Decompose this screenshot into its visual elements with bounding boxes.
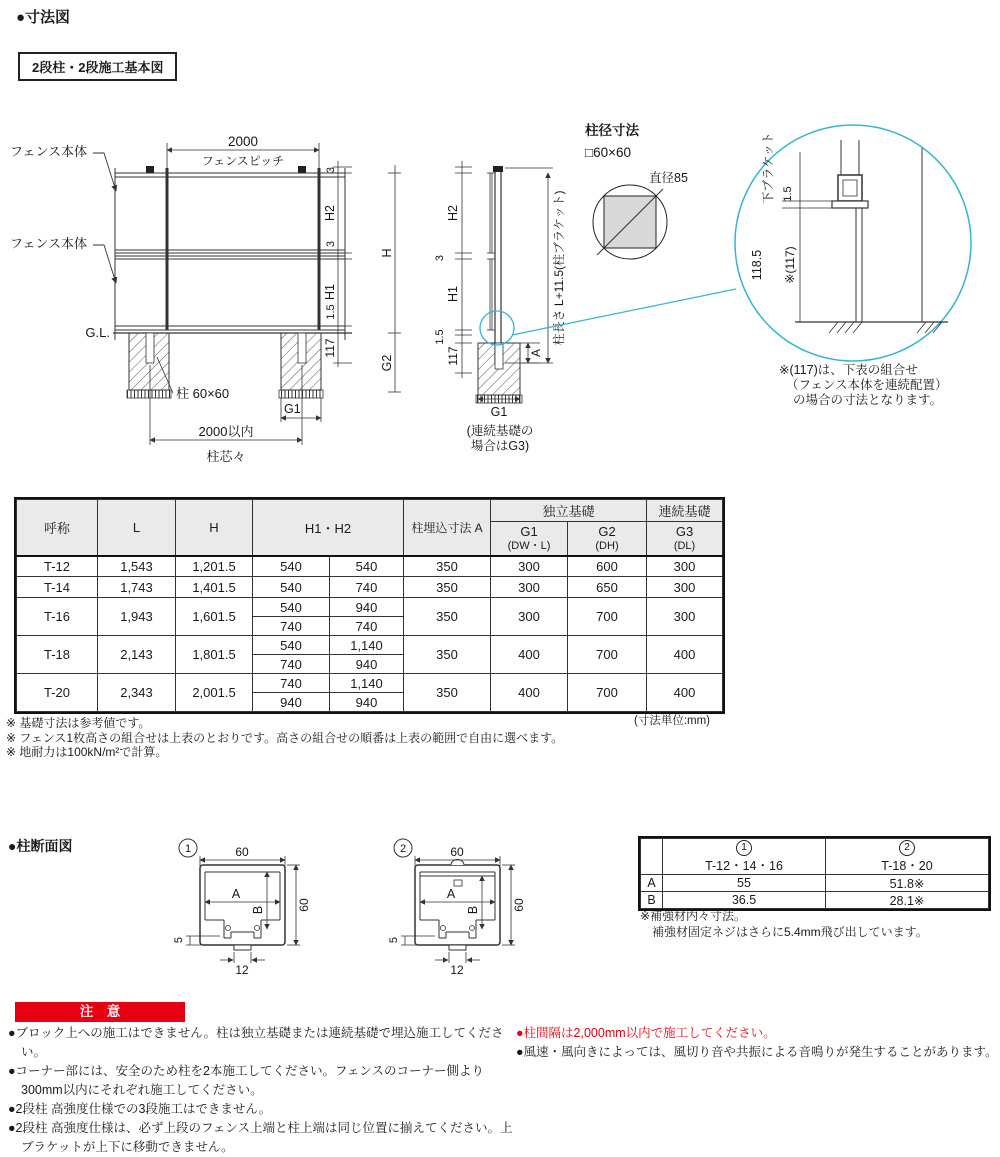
dim-3: 3 <box>325 240 337 248</box>
table-cell: 51.8※ <box>826 875 989 892</box>
dim-117: 117 <box>323 338 337 358</box>
table-cell: 1,943 <box>98 598 176 636</box>
table-cell: 1,401.5 <box>176 577 253 598</box>
corner-cell <box>641 839 663 875</box>
col-header-2 <box>826 839 989 875</box>
detail-callout-leader <box>512 289 736 335</box>
dim-h: H <box>380 248 394 258</box>
spec-table-wrap <box>14 497 725 714</box>
table-cell: 940 <box>253 693 330 712</box>
table-cell: 940 <box>330 655 404 674</box>
table-row <box>641 839 989 875</box>
dim-g1: G1 <box>284 402 301 416</box>
col-header-1-label: T-12・14・16 <box>705 859 783 873</box>
page-title: ●寸法図 <box>16 9 71 26</box>
col-header-g2 <box>568 522 647 556</box>
table-row <box>17 674 723 693</box>
gravel-base <box>127 390 171 398</box>
detail-note-line: ※(117)は、下表の組合せ <box>779 363 918 377</box>
g3-sublabel: (DL) <box>673 539 696 552</box>
dim-60: 60 <box>512 898 526 912</box>
post-dia-size: □60×60 <box>585 145 632 160</box>
col-header-name: 呼称 <box>17 500 98 556</box>
dim-3: 3 <box>434 254 446 262</box>
dim-118-5: 118.5 <box>750 249 764 281</box>
table-cell: 540 <box>330 556 404 577</box>
table-cell: 1,543 <box>98 556 176 577</box>
section-title: ●柱断面図 <box>8 838 73 854</box>
dim-a: A <box>446 887 456 901</box>
dim-1-5: 1.5 <box>434 329 446 345</box>
table-cell: 700 <box>568 674 647 712</box>
unit-note: (寸法単位:mm) <box>634 715 711 727</box>
g1-label: G1 <box>520 524 538 540</box>
drawing-type-label: 2段柱・2段施工基本図 <box>18 52 177 81</box>
table-cell: 400 <box>647 636 723 674</box>
dim-b: B <box>466 905 480 915</box>
table-cell: T-14 <box>17 577 98 598</box>
detail-note <box>779 363 948 408</box>
table-cell: 1,801.5 <box>176 636 253 674</box>
col-header-g3 <box>647 522 723 556</box>
table-cell: 940 <box>330 598 404 617</box>
table-cell: 1,201.5 <box>176 556 253 577</box>
lower-bracket-label: 下ブラケット <box>761 132 775 204</box>
table-cell: 540 <box>253 556 330 577</box>
table-cell: 1,140 <box>330 636 404 655</box>
table-cell: 1,743 <box>98 577 176 598</box>
dia-85-label: 直径85 <box>649 171 688 185</box>
table-row <box>17 577 723 598</box>
dim-60: 60 <box>450 845 464 859</box>
row-header-b: B <box>641 892 663 909</box>
dim-117: 117 <box>446 346 460 366</box>
col-header-h1h2: H1・H2 <box>253 500 404 556</box>
table-cell: 55 <box>663 875 826 892</box>
table-cell: 300 <box>491 556 568 577</box>
caution-item: ●風速・風向きによっては、風切り音や共振による音鳴りが発生することがあります。 <box>516 1045 998 1059</box>
table-cell: 2,343 <box>98 674 176 712</box>
g3-note: 場合はG3) <box>470 439 530 453</box>
caution-item-red: ●柱間隔は2,000mm以内で施工してください。 <box>516 1026 776 1040</box>
circled-number-1: 1 <box>184 843 192 855</box>
table-cell: 350 <box>404 636 491 674</box>
dim-5: 5 <box>388 936 400 944</box>
dim-h1: H1 <box>446 286 460 302</box>
table-cell: 940 <box>330 693 404 712</box>
bracket-body <box>838 175 862 201</box>
dim-h1: H1 <box>323 284 337 300</box>
table-cell: 740 <box>253 617 330 636</box>
post-cap <box>298 166 306 173</box>
caution-list-right <box>516 1024 998 1062</box>
caution-item: ●コーナー部には、安全のため柱を2本施工してください。フェンスのコーナー側より300mm以内にそれぞれ施工してください。 <box>8 1064 485 1097</box>
table-cell: 600 <box>568 556 647 577</box>
post-length-label: 柱長さ L+11.5(柱ブラケット) <box>552 190 566 346</box>
section-note-line: 補強材固定ネジはさらに5.4mm飛び出しています。 <box>652 925 928 939</box>
dim-b: B <box>251 905 265 915</box>
post-embed <box>495 343 503 369</box>
dim-12: 12 <box>450 963 464 977</box>
col-header-l: L <box>98 500 176 556</box>
table-cell: 300 <box>491 598 568 636</box>
dim-3: 3 <box>325 166 337 174</box>
table-cell: 350 <box>404 598 491 636</box>
bracket-base <box>832 201 868 208</box>
table-note-line: ※ 地耐力は100kN/m²で計算。 <box>6 745 168 759</box>
dimension-drawing <box>0 95 1000 495</box>
detail-note-line: の場合の寸法となります。 <box>793 393 943 407</box>
dim-a: A <box>529 348 543 358</box>
table-cell: 540 <box>253 598 330 617</box>
table-row <box>641 892 989 909</box>
g3-label: G3 <box>675 524 694 540</box>
gl-label: G.L. <box>85 325 110 340</box>
col-header-1 <box>663 839 826 875</box>
col-header-independent-foundation: 独立基礎 <box>491 500 647 522</box>
table-cell: 740 <box>330 577 404 598</box>
dim-1-5: 1.5 <box>782 186 794 202</box>
dim-60: 60 <box>235 845 249 859</box>
fence-pitch-label: フェンスピッチ <box>201 154 285 168</box>
side-view <box>434 161 736 453</box>
table-cell: 350 <box>404 577 491 598</box>
caution-item: ●ブロック上への施工はできません。柱は独立基礎または連続基礎で埋込施工してください。 <box>8 1026 504 1059</box>
section-table-wrap <box>638 836 991 911</box>
circled-number-2: 2 <box>399 843 407 855</box>
table-row <box>17 598 723 617</box>
table-cell: 400 <box>647 674 723 712</box>
dim-1-5: 1.5 <box>325 304 337 320</box>
table-cell: T-20 <box>17 674 98 712</box>
table-cell: 400 <box>491 636 568 674</box>
section-notes <box>640 908 928 940</box>
table-cell: 350 <box>404 674 491 712</box>
dim-h2: H2 <box>323 205 337 221</box>
caution-list-left <box>8 1024 514 1157</box>
row-header-a: A <box>641 875 663 892</box>
table-cell: 540 <box>253 636 330 655</box>
detail-callout-circle <box>480 311 514 345</box>
section-note-line: ※補強材内々寸法。 <box>640 909 747 923</box>
dim-60: 60 <box>297 898 311 912</box>
table-cell: 700 <box>568 598 647 636</box>
table-cell: 740 <box>253 674 330 693</box>
col-header-embed: 柱埋込寸法 A <box>404 500 491 556</box>
table-cell: 1,140 <box>330 674 404 693</box>
fence-body-label: フェンス本体 <box>10 144 87 159</box>
cross-section-2 <box>388 839 526 977</box>
table-cell: T-12 <box>17 556 98 577</box>
g1-sublabel: (DW・L) <box>507 539 551 552</box>
table-cell: 740 <box>253 655 330 674</box>
table-cell: 350 <box>404 556 491 577</box>
table-cell: 2,001.5 <box>176 674 253 712</box>
cross-section-drawing <box>160 832 580 977</box>
dim-5: 5 <box>173 936 185 944</box>
table-row <box>17 556 723 577</box>
dim-h2: H2 <box>446 205 460 221</box>
table-cell: 300 <box>647 556 723 577</box>
post-embed <box>298 333 306 363</box>
circled-number-1: 1 <box>736 840 752 856</box>
g3-note: (連続基礎の <box>466 424 534 438</box>
dim-12: 12 <box>235 963 249 977</box>
table-cell: 650 <box>568 577 647 598</box>
bracket-detail <box>735 125 971 361</box>
cross-section-1 <box>173 839 311 977</box>
table-row <box>641 875 989 892</box>
post-centers-label: 柱芯々 <box>206 449 246 464</box>
caution-item: ●2段柱 高強度仕様での3段施工はできません。 <box>8 1102 272 1116</box>
col-header-2-label: T-18・20 <box>881 859 933 873</box>
post-cap <box>146 166 154 173</box>
post-diameter-detail <box>585 122 688 259</box>
fence-body-label: フェンス本体 <box>10 236 87 251</box>
gravel-base <box>279 390 323 398</box>
table-cell: 300 <box>647 577 723 598</box>
dim-2000: 2000 <box>227 134 259 149</box>
dim-117-ref: ※(117) <box>783 246 797 284</box>
post-embed <box>146 333 154 363</box>
g2-sublabel: (DH) <box>595 539 619 552</box>
detail-note-line: （フェンス本体を連続配置） <box>786 378 948 392</box>
table-notes <box>6 716 563 760</box>
table-cell: 36.5 <box>663 892 826 909</box>
table-cell: 740 <box>330 617 404 636</box>
table-cell: 300 <box>647 598 723 636</box>
post-cap <box>493 166 503 172</box>
caution-item: ●2段柱 高強度仕様は、必ず上段のフェンス上端と柱上端は同じ位置に揃えてください。上ブラケットが上下に移動できません。 <box>8 1121 513 1154</box>
dim-a: A <box>231 887 241 901</box>
col-header-g1 <box>491 522 568 556</box>
table-cell: 2,143 <box>98 636 176 674</box>
g2-label: G2 <box>598 524 616 540</box>
caution-banner: 注 意 <box>15 1002 185 1022</box>
bottom-slot <box>449 945 466 950</box>
table-cell: T-16 <box>17 598 98 636</box>
table-cell: 1,601.5 <box>176 598 253 636</box>
bottom-slot <box>234 945 251 950</box>
post-size-label: 柱 60×60 <box>176 386 230 401</box>
col-header-continuous-foundation: 連続基礎 <box>647 500 723 522</box>
table-cell: 300 <box>491 577 568 598</box>
table-note-line: ※ 基礎寸法は参考値です。 <box>6 716 151 730</box>
dim-g1: G1 <box>490 405 508 419</box>
table-cell: 540 <box>253 577 330 598</box>
col-header-h: H <box>176 500 253 556</box>
circled-number-2: 2 <box>899 840 915 856</box>
table-row <box>17 636 723 655</box>
front-view <box>10 134 401 464</box>
dim-g2: G2 <box>380 354 394 372</box>
spec-table <box>16 499 723 712</box>
table-cell: T-18 <box>17 636 98 674</box>
table-cell: 400 <box>491 674 568 712</box>
table-cell: 28.1※ <box>826 892 989 909</box>
table-cell: 700 <box>568 636 647 674</box>
dim-2000-max: 2000以内 <box>198 424 254 439</box>
section-table <box>640 838 989 909</box>
post-dia-title: 柱径寸法 <box>585 123 639 138</box>
table-note-line: ※ フェンス1枚高さの組合せは上表のとおりです。高さの組合せの順番は上表の範囲で自由に選べます。 <box>6 730 564 745</box>
